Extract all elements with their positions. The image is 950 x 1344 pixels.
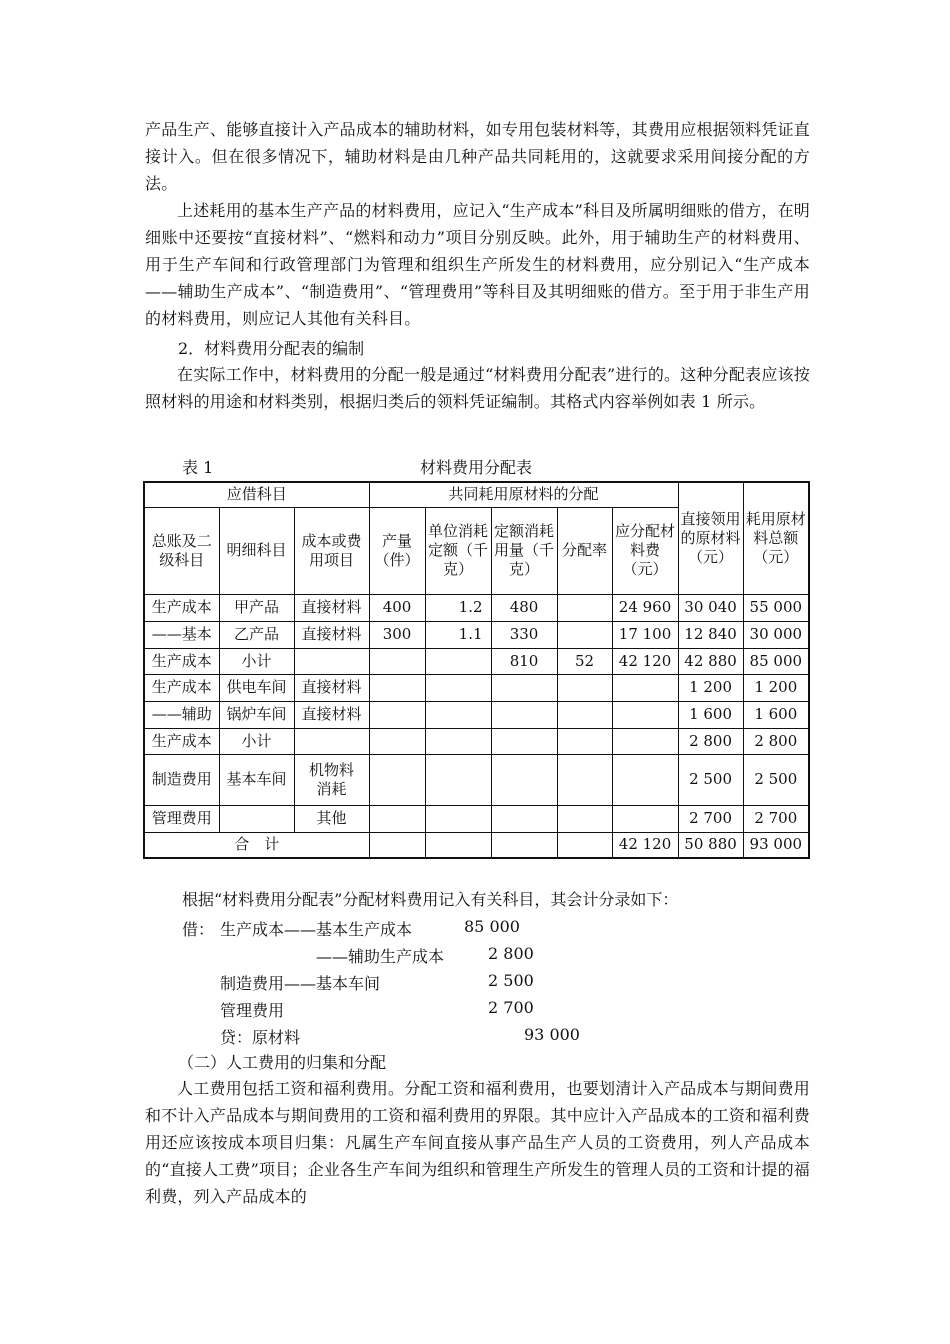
quota-cell	[491, 701, 557, 728]
direct-cell: 12 840	[678, 621, 743, 648]
rate-cell	[557, 674, 612, 701]
total-cell: 2 800	[743, 728, 809, 754]
rate-cell	[557, 728, 612, 754]
journal-line4-amount: 2 700	[488, 998, 534, 1017]
direct-cell: 2 700	[678, 805, 743, 832]
direct-cell: 2 500	[678, 754, 743, 805]
detail-cell	[219, 805, 294, 832]
group-aux-line2: ——辅助	[144, 701, 219, 728]
quota-cell	[491, 832, 557, 858]
cost-item-cell: 机物料消耗	[294, 754, 369, 805]
rate-cell	[557, 594, 612, 621]
quantity-cell	[369, 832, 425, 858]
header-allocated-cost: 应分配材料费（元）	[612, 507, 678, 594]
header-direct-material: 直接领用的原材料（元）	[678, 482, 743, 594]
unit-quota-cell	[425, 832, 491, 858]
rate-cell	[557, 701, 612, 728]
header-unit-quota: 单位消耗定额（千克）	[425, 507, 491, 594]
paragraph-labor-cost: 人工费用包括工资和福利费用。分配工资和福利费用，也要划清计入产品成本与期间费用和不计入产品成本与期间费用的工资和福利费用的界限。其中应计入产品成本的工资和福利费用还应该按成本项目归集：凡属生产车间直接从事产品生产人员的工资费用，列人产品成本的“直接人工费”项目；企业各生产车间为组织和管理生产所发生的管理人员的工资和计提的福利费，列入产品成本的	[145, 1079, 810, 1206]
quota-cell	[491, 674, 557, 701]
header-quantity: 产量（件）	[369, 507, 425, 594]
paragraph-allocation-table-intro: 在实际工作中，材料费用的分配一般是通过“材料费用分配表”进行的。这种分配表应该按照材料的用途和材料类别，根据归类后的领料凭证编制。其格式内容举例如表 1 所示。	[145, 365, 810, 411]
journal-line3-amount: 2 500	[488, 971, 534, 990]
group-basic-line3: 生产成本	[144, 648, 219, 674]
quantity-cell	[369, 701, 425, 728]
unit-quota-cell	[425, 674, 491, 701]
header-quota-consumption: 定额消耗用量（千克）	[491, 507, 557, 594]
journal-line4-account: 管理费用	[220, 1001, 285, 1020]
quota-cell	[491, 805, 557, 832]
group-basic-line2: ——基本	[144, 621, 219, 648]
quantity-cell	[369, 754, 425, 805]
cost-item-cell: 直接材料	[294, 701, 369, 728]
unit-quota-cell: 1.1	[425, 621, 491, 648]
general-account-cell: 制造费用	[144, 754, 219, 805]
rate-cell	[557, 754, 612, 805]
journal-line2-amount: 2 800	[488, 944, 534, 963]
rate-cell	[557, 805, 612, 832]
header-allocation-rate: 分配率	[557, 507, 612, 594]
quantity-cell	[369, 674, 425, 701]
paragraph-auxiliary-materials: 产品生产、能够直接计入产品成本的辅助材料，如专用包装材料等，其费用应根据领料凭证直接计入。但在很多情况下，辅助材料是由几种产品共同耗用的，这就要求采用间接分配的方法。	[145, 120, 810, 193]
header-shared-material-allocation: 共同耗用原材料的分配	[369, 482, 678, 507]
quota-cell	[491, 728, 557, 754]
table-row	[144, 701, 809, 728]
direct-cell: 50 880	[678, 832, 743, 858]
unit-quota-cell	[425, 728, 491, 754]
header-general-account: 总账及二级科目	[144, 507, 219, 594]
total-cell: 85 000	[743, 648, 809, 674]
header-total-material: 耗用原材料总额（元）	[743, 482, 809, 594]
direct-cell: 1 600	[678, 701, 743, 728]
journal-line1-account: 生产成本——基本生产成本	[220, 920, 413, 939]
total-cell: 2 500	[743, 754, 809, 805]
rate-cell	[557, 621, 612, 648]
header-debit-account: 应借科目	[144, 482, 369, 507]
journal-debit-prefix: 借：	[182, 920, 215, 939]
cost-item-cell: 直接材料	[294, 594, 369, 621]
group-basic-line1: 生产成本	[144, 594, 219, 621]
total-cell: 2 700	[743, 805, 809, 832]
cost-item-cell	[294, 648, 369, 674]
unit-quota-cell	[425, 754, 491, 805]
table-row	[144, 674, 809, 701]
quantity-cell: 300	[369, 621, 425, 648]
detail-cell: 小计	[219, 728, 294, 754]
table-row	[144, 621, 809, 648]
quota-cell: 810	[491, 648, 557, 674]
table-label: 表 1	[182, 458, 214, 477]
table-row	[144, 648, 809, 674]
cost-item-cell	[294, 728, 369, 754]
group-aux-line1: 生产成本	[144, 674, 219, 701]
header-cost-item: 成本或费用项目	[294, 507, 369, 594]
quantity-cell: 400	[369, 594, 425, 621]
total-label-cell: 合 计	[144, 832, 369, 858]
journal-intro: 根据“材料费用分配表”分配材料费用记入有关科目，其会计分录如下：	[182, 890, 679, 909]
total-cell: 93 000	[743, 832, 809, 858]
direct-cell: 30 040	[678, 594, 743, 621]
total-cell: 55 000	[743, 594, 809, 621]
allocated-cell	[612, 701, 678, 728]
direct-cell: 42 880	[678, 648, 743, 674]
allocated-cell: 17 100	[612, 621, 678, 648]
rate-cell: 52	[557, 648, 612, 674]
group-aux-line3: 生产成本	[144, 728, 219, 754]
allocated-cell: 42 120	[612, 648, 678, 674]
cost-item-cell: 直接材料	[294, 621, 369, 648]
total-cell: 1 600	[743, 701, 809, 728]
table-title: 材料费用分配表	[420, 458, 533, 477]
journal-credit-account: 贷：原材料	[220, 1028, 301, 1047]
allocated-cell	[612, 805, 678, 832]
journal-line3-account: 制造费用——基本车间	[220, 974, 381, 993]
cost-item-cell: 其他	[294, 805, 369, 832]
cost-item-cell: 直接材料	[294, 674, 369, 701]
journal-line1-amount: 85 000	[464, 917, 520, 936]
general-account-cell: 管理费用	[144, 805, 219, 832]
total-cell: 30 000	[743, 621, 809, 648]
table-row	[144, 728, 809, 754]
allocated-cell	[612, 674, 678, 701]
material-cost-allocation-table	[143, 481, 810, 859]
detail-cell: 甲产品	[219, 594, 294, 621]
quantity-cell	[369, 728, 425, 754]
direct-cell: 1 200	[678, 674, 743, 701]
table-row	[144, 594, 809, 621]
paragraph-material-cost-accounts: 上述耗用的基本生产产品的材料费用，应记入“生产成本”科目及所属明细账的借方，在明细账中还要按“直接材料”、“燃料和动力”项目分别反映。此外，用于辅助生产的材料费用、用于生产车间和行政管理部门为管理和组织生产所发生的材料费用，应分别记入“生产成本——辅助生产成本”、“制造费用”、“管理费用”等科目及其明细账的借方。至于用于非生产用的材料费用，则应记人其他有关科目。	[145, 201, 810, 328]
unit-quota-cell: 1.2	[425, 594, 491, 621]
allocated-cell: 24 960	[612, 594, 678, 621]
direct-cell: 2 800	[678, 728, 743, 754]
allocated-cell: 42 120	[612, 832, 678, 858]
total-cell: 1 200	[743, 674, 809, 701]
unit-quota-cell	[425, 805, 491, 832]
detail-cell: 供电车间	[219, 674, 294, 701]
allocated-cell	[612, 754, 678, 805]
quantity-cell	[369, 805, 425, 832]
allocated-cell	[612, 728, 678, 754]
detail-cell: 基本车间	[219, 754, 294, 805]
quota-cell: 330	[491, 621, 557, 648]
quantity-cell	[369, 648, 425, 674]
rate-cell	[557, 832, 612, 858]
quota-cell: 480	[491, 594, 557, 621]
header-detail-account: 明细科目	[219, 507, 294, 594]
detail-cell: 乙产品	[219, 621, 294, 648]
quota-cell	[491, 754, 557, 805]
detail-cell: 锅炉车间	[219, 701, 294, 728]
section-heading-allocation-table: 2．材料费用分配表的编制	[178, 339, 365, 358]
table-row-total	[144, 832, 809, 858]
journal-credit-amount: 93 000	[524, 1025, 580, 1044]
table-row	[144, 805, 809, 832]
journal-line2-account: ——辅助生产成本	[316, 947, 445, 966]
section-heading-labor-cost: （二）人工费用的归集和分配	[178, 1053, 387, 1072]
unit-quota-cell	[425, 701, 491, 728]
table-row	[144, 754, 809, 805]
unit-quota-cell	[425, 648, 491, 674]
detail-cell: 小计	[219, 648, 294, 674]
